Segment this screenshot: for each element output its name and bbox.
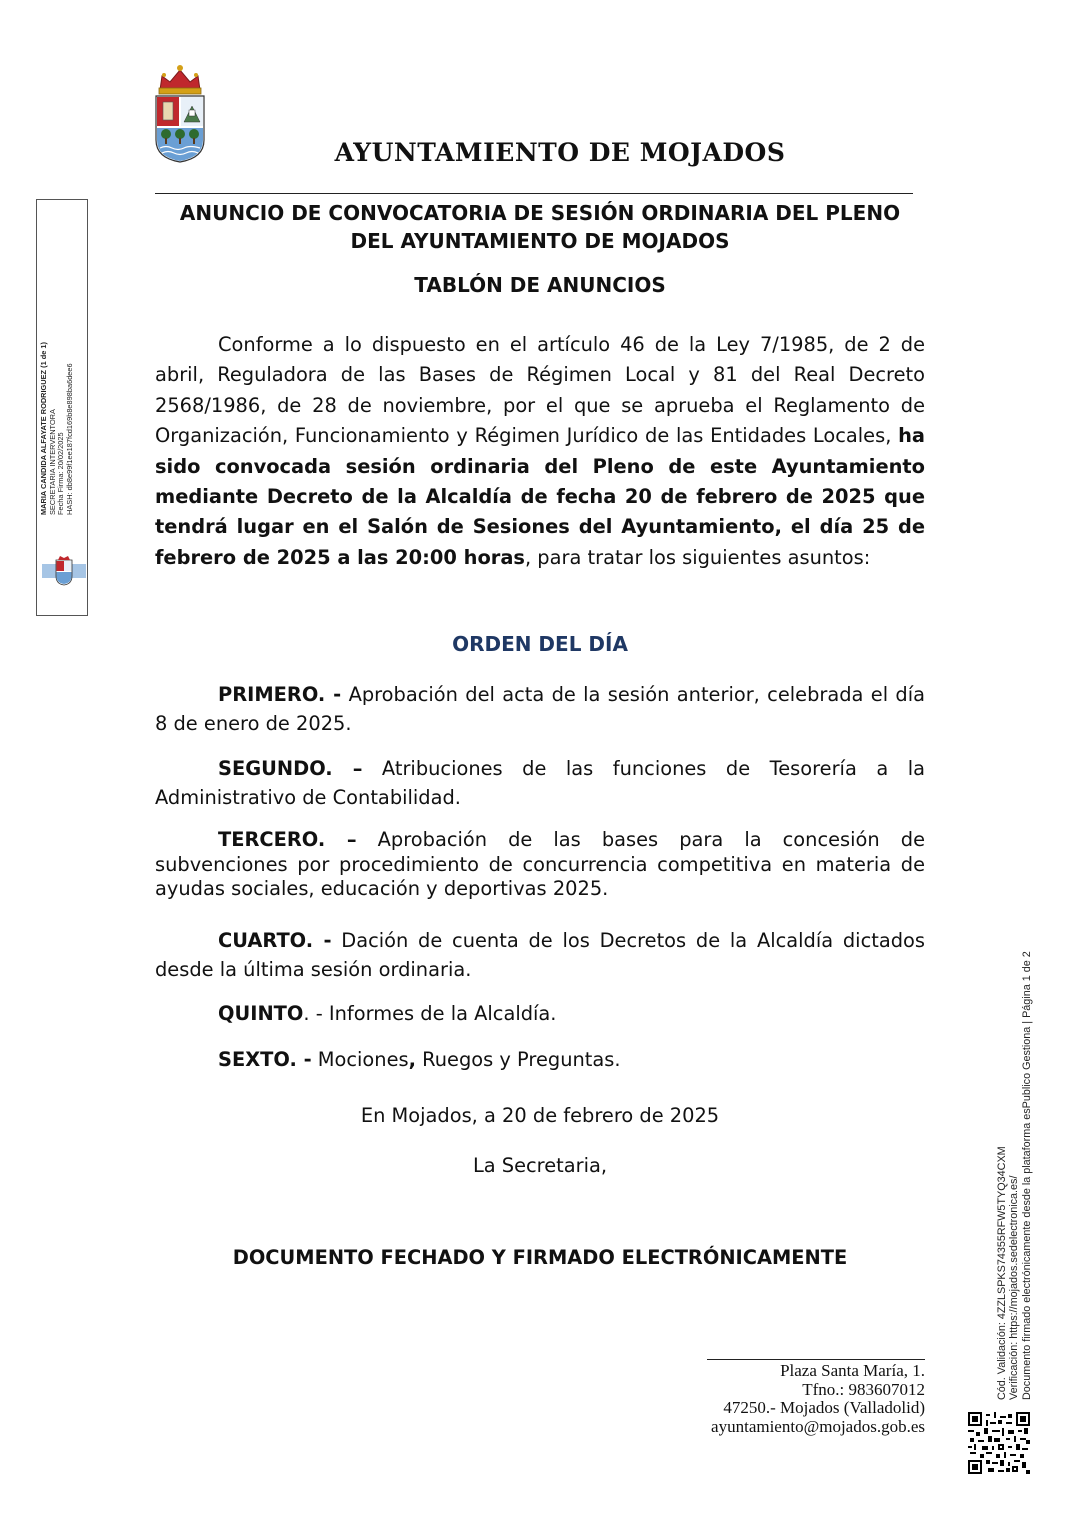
- agenda-item: [155, 926, 925, 984]
- signature-name: MARIA CANDIDA ALFAYATE RODRIGUEZ (1 de 1): [39, 341, 48, 515]
- verification-platform: Documento firmado electrónicamente desde la plataforma esPublico Gestiona | Página 1 de 2: [1020, 951, 1033, 1400]
- agenda-item-label: PRIMERO. -: [218, 683, 342, 706]
- agenda-item-text: Atribuciones de las funciones de Tesorería a la Administrativo de Contabilidad.: [155, 757, 925, 809]
- organization-title: AYUNTAMIENTO DE MOJADOS: [334, 138, 786, 167]
- document-title: [155, 199, 925, 255]
- intro-text: Conforme a lo dispuesto en el artículo 46 de la Ley 7/1985, de 2 de abril, Reguladora de las Bases de Régimen Local y 81 del Real Decreto 2568/1986, de 28 de noviembre, por el que se aprueba el Reglamento de Organización, Funcionamiento y Régimen Jurídico de las Entidades Locales,: [155, 333, 925, 448]
- document-title-line: DEL AYUNTAMIENTO DE MOJADOS: [350, 229, 730, 253]
- footer-email[interactable]: ayuntamiento@mojados.gob.es: [711, 1417, 925, 1437]
- agenda-item: [155, 828, 925, 902]
- verification-info: [996, 940, 1033, 1400]
- agenda-item-label: SEXTO. -: [218, 1048, 312, 1071]
- intro-bold-text: ha sido convocada sesión ordinaria del Pleno de este Ayuntamiento mediante Decreto de la Alcaldía de fecha 20 de febrero de 2025 que tendrá lugar en el Salón de Sesiones del Ayuntamiento, el día 25 de febrero de 2025 a las 20:00 horas: [155, 424, 925, 569]
- footer-divider: [707, 1359, 925, 1360]
- document-title-line: ANUNCIO DE CONVOCATORIA DE SESIÓN ORDINARIA DEL PLENO: [179, 201, 901, 225]
- agenda-item-text: Aprobación de las bases para la concesión de subvenciones por procedimiento de concurrencia competitiva en materia de ayudas sociales, educación y deportivas 2025.: [155, 828, 925, 900]
- signature-hash: HASH: db8e99f1ee187fcd169b8e898ba6dee6: [64, 363, 74, 515]
- agenda-title: ORDEN DEL DÍA: [452, 632, 628, 656]
- signature-role: SECRETARIA INTERVENTORA: [47, 409, 57, 515]
- agenda-item-text: Mociones: [311, 1048, 409, 1071]
- agenda-item-text: . - Informes de la Alcaldía.: [303, 1002, 557, 1025]
- qr-code-icon[interactable]: [968, 1412, 1030, 1474]
- place-date: En Mojados, a 20 de febrero de 2025: [360, 1104, 720, 1127]
- coat-of-arms-icon: [42, 556, 86, 586]
- header-divider: [155, 193, 913, 194]
- intro-paragraph: [155, 330, 925, 573]
- footer-street: Plaza Santa María, 1.: [780, 1361, 925, 1380]
- intro-end-text: , para tratar los siguientes asuntos:: [524, 545, 871, 569]
- agenda-item: [155, 999, 925, 1028]
- signed-notice: DOCUMENTO FECHADO Y FIRMADO ELECTRÓNICAMENTE: [232, 1246, 848, 1269]
- agenda-item-text: Dación de cuenta de los Decretos de la Alcaldía dictados desde la última sesión ordinaria.: [155, 929, 925, 981]
- signature-date: Fecha Firma: 20/02/2025: [56, 432, 66, 515]
- agenda-item-label: CUARTO. -: [218, 929, 332, 952]
- signature-info: [40, 295, 74, 515]
- agenda-item-label: QUINTO: [218, 1002, 304, 1025]
- agenda-item-label: SEGUNDO. –: [218, 757, 363, 780]
- verification-code: Cód. Validación: 4ZZLSPKS74355RFW5TYQ34CXM: [996, 1146, 1008, 1400]
- agenda-item-text: Ruegos y Preguntas.: [416, 1048, 621, 1071]
- footer-address: [560, 1362, 925, 1437]
- signer: La Secretaria,: [472, 1154, 608, 1177]
- agenda-item: [155, 1045, 925, 1074]
- agenda-item: [155, 754, 925, 812]
- footer-phone: Tfno.: 983607012: [802, 1379, 925, 1399]
- agenda-item-comma: ,: [408, 1048, 416, 1071]
- verification-url[interactable]: Verificación: https://mojados.sedelectronica.es/: [1008, 1175, 1021, 1400]
- board-title: TABLÓN DE ANUNCIOS: [414, 273, 666, 297]
- agenda-item-text: Aprobación del acta de la sesión anterior, celebrada el día 8 de enero de 2025.: [155, 683, 925, 735]
- agenda-item-label: TERCERO. –: [218, 828, 357, 851]
- agenda-item: [155, 680, 925, 738]
- footer-city: 47250.- Mojados (Valladolid): [723, 1398, 925, 1418]
